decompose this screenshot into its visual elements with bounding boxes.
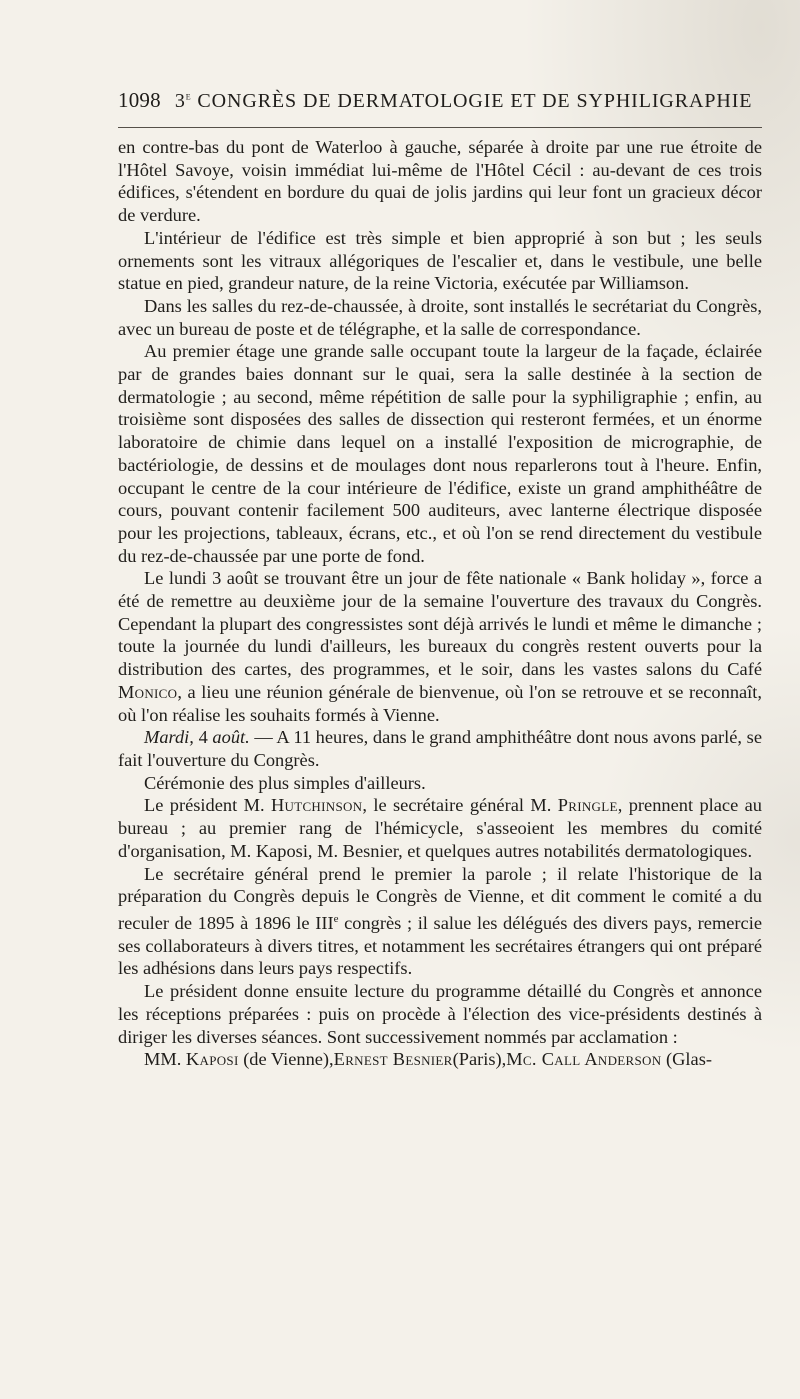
paragraph-9-text-b: congrès ; il salue les délégués des divers pays, remercie ses collaborateurs à divers titres, et notamment les secrétaires étrangers qui ont préparé les adhésions dans leurs pays respectifs.	[118, 913, 762, 979]
paragraph-8-text-b: , le secrétaire général M.	[362, 795, 552, 816]
name-besnier: Ernest Besnier	[333, 1049, 453, 1070]
running-title-text: CONGRÈS DE DERMATOLOGIE ET DE SYPHILIGRAPHIE	[197, 90, 753, 112]
ordinal-number: 3	[174, 90, 186, 112]
paragraph-11-text-c: (Paris),	[452, 1049, 507, 1070]
paragraph-5	[118, 567, 762, 726]
paragraph-1: en contre-bas du pont de Waterloo à gauche, séparée à droite par une rue étroite de l'Hôtel Savoye, voisin immédiat lui-même de l'Hôtel Cécil : au-devant de ces trois édifices, s'étendent en bordure du quai de jolis jardins qui leur font un gracieux décor de verdure.	[118, 137, 762, 226]
paragraph-3: Dans les salles du rez-de-chaussée, à droite, sont installés le secrétariat du Congrès, avec un bureau de poste et de télégraphe, et la salle de correspondance.	[118, 295, 762, 339]
date-number: 4	[198, 727, 208, 748]
paragraph-9	[118, 863, 762, 981]
ordinal-superscript: e	[185, 90, 192, 103]
congress-ordinal-sup: e	[333, 912, 339, 925]
paragraph-8-text-c: , prennent place au bureau ; au premier rang de l'hémicycle, s'asseoient les membres du comité d'organisation, M. Kaposi, M. Besnier, et quelques autres notabilités dermatologiques.	[118, 795, 762, 861]
cafe-name: Monico	[118, 681, 178, 702]
date-day: Mardi,	[144, 727, 194, 748]
paragraph-8	[118, 794, 762, 862]
paragraph-11-text-d: (Glas-	[666, 1049, 712, 1070]
paragraph-11-text-a: MM.	[144, 1049, 182, 1070]
running-header	[118, 88, 762, 118]
body-text	[118, 136, 762, 1071]
paragraph-5-text-b: , a lieu une réunion générale de bienvenue, où l'on se retrouve et se reconnaît, où l'on réalise les souhaits formés à Vienne.	[118, 681, 762, 725]
date-month: août.	[212, 727, 250, 748]
paragraph-6-text: — A 11 heures, dans le grand amphithéâtre dont nous avons parlé, se fait l'ouverture du Congrès.	[118, 727, 762, 770]
paragraph-6	[118, 726, 762, 771]
paragraph-11-text-b: (de Vienne),	[243, 1049, 334, 1070]
president-name: Hutchinson	[270, 795, 363, 816]
paragraph-2: L'intérieur de l'édifice est très simple et bien approprié à son but ; les seuls ornements sont les vitraux allégoriques de l'escalier et, dans le vestibule, une belle statue en pied, grandeur nature, de la reine Victoria, exécutée par Williamson.	[118, 227, 762, 294]
name-anderson: Mc. Call Anderson	[506, 1049, 662, 1070]
page-number: 1098	[118, 88, 161, 112]
paragraph-4: Au premier étage une grande salle occupant toute la largeur de la façade, éclairée par de grandes baies donnant sur le quai, sera la salle destinée à la section de dermatologie ; au second, même répétition de salle pour la syphiligraphie ; enfin, au troisième sont disposées des salles de dissection qui resteront fermées, et un énorme laboratoire de chimie dans lequel on a installé l'exposition de micrographie, de bactériologie, de dessins et de moulages dont nous reparlerons tout à l'heure. Enfin, occupant le centre de la cour intérieure de l'édifice, existe un grand amphithéâtre de cours, pouvant contenir facilement 500 auditeurs, avec lanterne électrique disposée pour les projections, tableaux, écrans, etc., et où l'on se rend directement du vestibule du rez-de-chaussée par une porte de fond.	[118, 341, 762, 566]
secretary-name: Pringle	[557, 795, 618, 816]
paragraph-10: Le président donne ensuite lecture du programme détaillé du Congrès et annonce les réceptions préparées : puis on procède à l'élection des vice-présidents destinés à diriger les diverses séances. Sont successivement nommés par acclamation :	[118, 981, 762, 1047]
paragraph-8-text-a: Le président M.	[144, 795, 265, 816]
paragraph-7: Cérémonie des plus simples d'ailleurs.	[144, 772, 426, 793]
paragraph-11	[118, 1048, 762, 1071]
name-kaposi: Kaposi	[185, 1049, 239, 1070]
congress-ordinal: III	[315, 913, 334, 934]
running-title	[175, 90, 753, 113]
paragraph-9-text-a: Le secrétaire général prend le premier la parole ; il relate l'historique de la préparation du Congrès depuis le Congrès de Vienne, et dit comment le comité a du reculer de 1895 à 1896 le	[118, 863, 762, 934]
header-rule	[118, 127, 762, 128]
paragraph-5-text-a: Le lundi 3 août se trouvant être un jour de fête nationale « Bank holiday », force a été de remettre au deuxième jour de la semaine l'ouverture des travaux du Congrès. Cependant la plupart des congressistes sont déjà arrivés le lundi et même le dimanche ; toute la journée du lundi d'ailleurs, les bureaux du congrès restent ouverts pour la distribution des cartes, des programmes, et le soir, dans les vastes salons du Café	[118, 568, 762, 680]
